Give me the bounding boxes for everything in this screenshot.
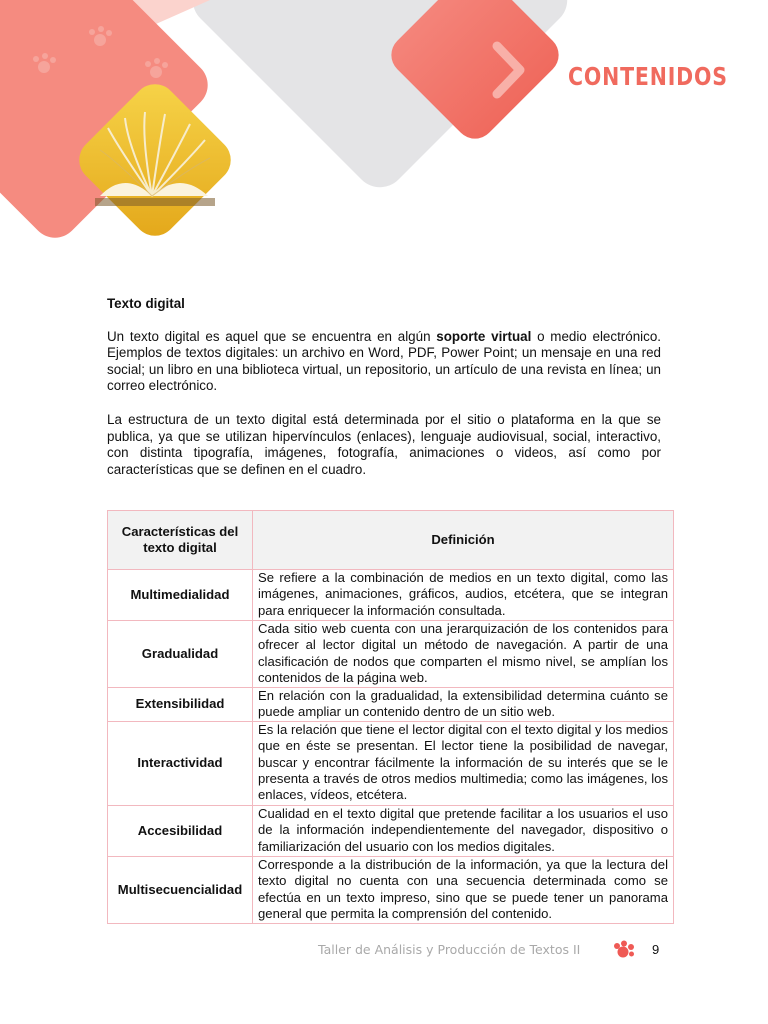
- header-decoration: [0, 0, 768, 250]
- row-definition: Corresponde a la distribución de la información, ya que la lectura del texto digital no cuenta con una secuencia determinada como se efectúa en un texto impreso, sino que se puede tener un panorama general que permita la comprensión del contenido.: [253, 857, 674, 924]
- table-row: [108, 806, 674, 857]
- paragraph-1-bold: soporte virtual: [436, 328, 532, 344]
- row-term: Multisecuencialidad: [108, 857, 253, 924]
- row-definition: Cualidad en el texto digital que pretende facilitar a los usuarios el uso de la información independientemente del navegador, dispositivo o familiarización del usuario con los medios digitales.: [253, 806, 674, 857]
- paw-logo-icon: [612, 940, 636, 960]
- row-term: Multimedialidad: [108, 570, 253, 621]
- table-row: [108, 688, 674, 722]
- section-title: CONTENIDOS: [568, 62, 728, 91]
- paragraph-2: La estructura de un texto digital está determinada por el sitio o plataforma en la que se publica, ya que se utilizan hipervínculos (enlaces), lenguaje audiovisual, social, interactivo, con distinta tipografía, imágenes, fotografía, animaciones o videos, así como por características que se definen en el cuadro.: [107, 411, 661, 477]
- table-row: [108, 621, 674, 688]
- page-header: [0, 0, 768, 250]
- row-term: Interactividad: [108, 722, 253, 806]
- page-number: 9: [652, 942, 660, 957]
- paragraph-1-part-b: o medio electrónico. Ejemplos de textos digitales: un archivo en Word, PDF, Power Point; un mensaje en una red social; un libro en una biblioteca virtual, un repositorio, un artículo de una revista en línea; un correo electrónico.: [107, 328, 661, 394]
- table-row: [108, 722, 674, 806]
- row-term: Accesibilidad: [108, 806, 253, 857]
- row-term: Extensibilidad: [108, 688, 253, 722]
- main-content: [107, 296, 661, 495]
- row-definition: Es la relación que tiene el lector digital con el texto digital y los medios que en éste se presentan. El lector tiene la posibilidad de navegar, buscar y encontrar fácilmente la información de su interés que se le presenta a través de otros medios multimedia; como las imágenes, los enlaces, vídeos, etcétera.: [253, 722, 674, 806]
- table-header-row: [108, 511, 674, 570]
- row-definition: Se refiere a la combinación de medios en un texto digital, como las imágenes, animaciones, gráficos, audios, etcétera, que se integran para enriquecer la información consultada.: [253, 570, 674, 621]
- header-definition: Definición: [253, 511, 674, 570]
- table-row: [108, 570, 674, 621]
- header-characteristics: Características del texto digital: [108, 511, 253, 570]
- table-row: [108, 857, 674, 924]
- row-definition: En relación con la gradualidad, la extensibilidad determina cuánto se puede ampliar un contenido dentro de un sitio web.: [253, 688, 674, 722]
- footer-course-title: Taller de Análisis y Producción de Textos II: [318, 942, 581, 957]
- row-term: Gradualidad: [108, 621, 253, 688]
- characteristics-table: [107, 510, 674, 924]
- section-heading: Texto digital: [107, 296, 185, 311]
- paragraph-1: [107, 329, 661, 395]
- row-definition: Cada sitio web cuenta con una jerarquización de los contenidos para ofrecer al lector digital un método de navegación. A partir de una clasificación de nodos que comparten el mismo nivel, se amplían los contenidos de la página web.: [253, 621, 674, 688]
- paragraph-1-part-a: Un texto digital es aquel que se encuentra en algún: [107, 328, 437, 344]
